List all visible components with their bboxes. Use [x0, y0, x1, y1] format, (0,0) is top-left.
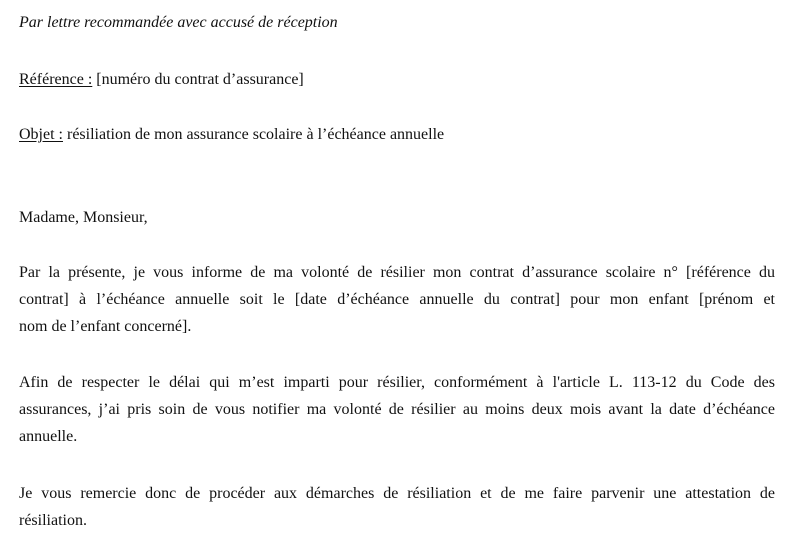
paragraph-line: nom de l’enfant concerné]. — [19, 318, 192, 335]
subject-label: Objet : — [19, 126, 63, 143]
paragraph-line: contrat] à l’échéance annuelle soit le [date d’échéance annuelle du contrat] pour mon enfant [prénom et — [19, 291, 775, 308]
reference-line — [19, 66, 304, 93]
paragraph-line: Je vous remercie donc de procéder aux démarches de résiliation et de me faire parvenir une attestation de — [19, 485, 775, 502]
subject-line — [19, 121, 444, 148]
paragraph-line: Afin de respecter le délai qui m’est imparti pour résilier, conformément à l'article L. 113-12 du Code des — [19, 374, 775, 391]
paragraph-1 — [19, 259, 775, 340]
delivery-note: Par lettre recommandée avec accusé de réception — [19, 14, 338, 31]
subject-value: résiliation de mon assurance scolaire à l’échéance annuelle — [63, 126, 445, 143]
reference-label: Référence : — [19, 71, 93, 88]
paragraph-line: résiliation. — [19, 512, 87, 529]
paragraph-3 — [19, 480, 775, 534]
paragraph-line: assurances, j’ai pris soin de vous notifier ma volonté de résilier au moins deux mois avant la date d’échéance — [19, 401, 775, 418]
paragraph-2 — [19, 369, 775, 450]
paragraph-line: Par la présente, je vous informe de ma volonté de résilier mon contrat d’assurance scolaire n° [référence du — [19, 264, 775, 281]
paragraph-line: annuelle. — [19, 428, 78, 445]
reference-value: [numéro du contrat d’assurance] — [92, 71, 304, 88]
salutation: Madame, Monsieur, — [19, 209, 148, 226]
